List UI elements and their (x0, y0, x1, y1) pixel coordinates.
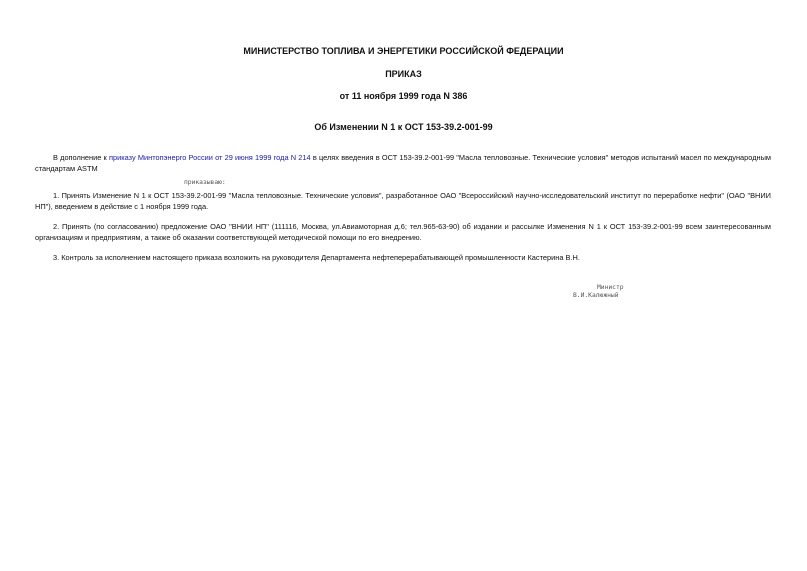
intro-prefix: В дополнение к (53, 153, 109, 162)
order-item-text: 1. Принять Изменение N 1 к ОСТ 153-39.2-001-99 "Масла тепловозные. Технические условия", разработанное ОАО "Всероссийский научно-исследовательский институт по переработке нефти" (ОАО "ВНИИ НП"), введением в действие с 1 ноября 1999 года. (35, 191, 771, 211)
document-type-heading: ПРИКАЗ (385, 69, 422, 79)
signature-name: В.И.Калюжный (573, 292, 619, 299)
order-item-text: 3. Контроль за исполнением настоящего приказа возложить на руководителя Департамента нефтеперерабатывающей промышленности Кастерина В.Н. (53, 253, 580, 262)
intro-paragraph (35, 152, 771, 174)
ministry-heading: МИНИСТЕРСТВО ТОПЛИВА И ЭНЕРГЕТИКИ РОССИЙСКОЙ ФЕДЕРАЦИИ (243, 46, 564, 56)
intro-suffix: в целях введения в ОСТ 153-39.2-001-99 "Масла тепловозные. Технические условия" методов испытаний масел по международным стандартам ASTM (35, 153, 772, 173)
order-item-1 (35, 190, 771, 212)
subject-heading: Об Изменении N 1 к ОСТ 153-39.2-001-99 (314, 122, 493, 132)
order-214-link[interactable]: приказу Минтопэнерго России от 29 июня 1999 года N 214 (108, 153, 311, 162)
order-item-text: 2. Принять (по согласованию) предложение ОАО "ВНИИ НП" (111116, Москва, ул.Авиамоторная д.6; тел.965-63-90) об издании и рассылке Изменения N 1 к ОСТ 153-39.2-001-99 всем заинтересованным организациям и предприятиям, а также об оказании соответствующей методической помощи по его внедрению. (35, 222, 771, 242)
order-item-3 (35, 252, 771, 263)
date-number-heading: от 11 ноября 1999 года N 386 (339, 91, 468, 101)
order-item-2 (35, 221, 771, 243)
signature-title: Министр (597, 284, 624, 291)
order-word: приказываю: (184, 179, 226, 186)
